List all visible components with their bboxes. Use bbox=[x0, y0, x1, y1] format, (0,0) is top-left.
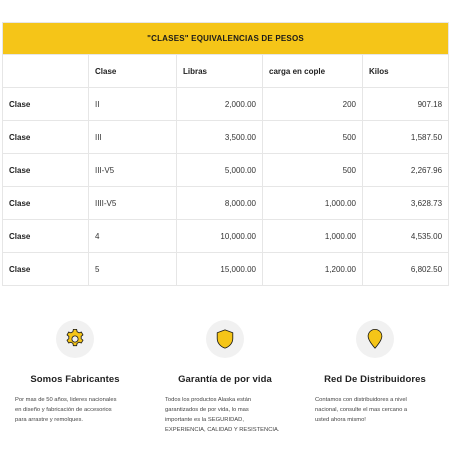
feature-description-line: garantizados de por vida, lo mas bbox=[165, 407, 249, 413]
cell-libras: 15,000.00 bbox=[177, 253, 263, 286]
feature-title: Garantía de por vida bbox=[178, 374, 272, 385]
table-row bbox=[3, 88, 449, 121]
feature-description-line: para arrastre y remolques. bbox=[15, 417, 83, 423]
cell-clase: II bbox=[89, 88, 177, 121]
cell-libras: 5,000.00 bbox=[177, 154, 263, 187]
cell-libras: 3,500.00 bbox=[177, 121, 263, 154]
feature-description-line: Contamos con distribuidores a nivel bbox=[315, 397, 407, 403]
header-cell-empty bbox=[3, 55, 89, 88]
cell-kilos: 3,628.73 bbox=[363, 187, 449, 220]
row-label: Clase bbox=[3, 220, 89, 253]
row-label: Clase bbox=[3, 121, 89, 154]
table-row bbox=[3, 121, 449, 154]
feature-description bbox=[300, 395, 450, 425]
cell-kilos: 907.18 bbox=[363, 88, 449, 121]
features-section bbox=[0, 318, 450, 448]
shield-icon bbox=[206, 320, 244, 358]
row-label: Clase bbox=[3, 253, 89, 286]
cell-carga: 1,200.00 bbox=[263, 253, 363, 286]
cell-carga: 500 bbox=[263, 154, 363, 187]
feature-title: Somos Fabricantes bbox=[30, 374, 120, 385]
cell-libras: 10,000.00 bbox=[177, 220, 263, 253]
gear-icon bbox=[56, 320, 94, 358]
table-row bbox=[3, 253, 449, 286]
location-pin-icon bbox=[356, 320, 394, 358]
feature-description-line: usted ahora mismo! bbox=[315, 417, 366, 423]
cell-carga: 1,000.00 bbox=[263, 220, 363, 253]
header-cell-kilos: Kilos bbox=[363, 55, 449, 88]
cell-kilos: 1,587.50 bbox=[363, 121, 449, 154]
feature-description bbox=[0, 395, 150, 425]
cell-kilos: 6,802.50 bbox=[363, 253, 449, 286]
cell-clase: IIII-V5 bbox=[89, 187, 177, 220]
cell-carga: 1,000.00 bbox=[263, 187, 363, 220]
table-title: "CLASES" EQUIVALENCIAS DE PESOS bbox=[3, 23, 449, 55]
row-label: Clase bbox=[3, 154, 89, 187]
row-label: Clase bbox=[3, 187, 89, 220]
feature-description-line: importante es la SEGURIDAD, bbox=[165, 417, 244, 423]
feature-description bbox=[150, 395, 300, 435]
cell-clase: 4 bbox=[89, 220, 177, 253]
cell-libras: 8,000.00 bbox=[177, 187, 263, 220]
cell-carga: 500 bbox=[263, 121, 363, 154]
cell-libras: 2,000.00 bbox=[177, 88, 263, 121]
feature-description-line: en diseño y fabricación de accesorios bbox=[15, 407, 112, 413]
cell-kilos: 2,267.96 bbox=[363, 154, 449, 187]
weight-class-table-container bbox=[2, 22, 448, 286]
header-cell-carga: carga en cople bbox=[263, 55, 363, 88]
cell-kilos: 4,535.00 bbox=[363, 220, 449, 253]
cell-clase: III-V5 bbox=[89, 154, 177, 187]
feature-manufacturers bbox=[0, 318, 150, 425]
feature-description-line: Todos los productos Alaska están bbox=[165, 397, 252, 403]
cell-carga: 200 bbox=[263, 88, 363, 121]
weight-class-table bbox=[2, 22, 449, 286]
table-row bbox=[3, 187, 449, 220]
header-cell-clase: Clase bbox=[89, 55, 177, 88]
table-header-row bbox=[3, 55, 449, 88]
feature-description-line: nacional, consulte el mas cercano a bbox=[315, 407, 408, 413]
row-label: Clase bbox=[3, 88, 89, 121]
feature-warranty bbox=[150, 318, 300, 435]
cell-clase: 5 bbox=[89, 253, 177, 286]
header-cell-libras: Libras bbox=[177, 55, 263, 88]
feature-distributors bbox=[300, 318, 450, 425]
table-row bbox=[3, 154, 449, 187]
feature-description-line: Por mas de 50 años, lideres nacionales bbox=[15, 397, 117, 403]
table-row bbox=[3, 220, 449, 253]
feature-description-line: EXPERIENCIA, CALIDAD Y RESISTENCIA. bbox=[165, 427, 280, 433]
feature-title: Red De Distribuidores bbox=[324, 374, 426, 385]
cell-clase: III bbox=[89, 121, 177, 154]
